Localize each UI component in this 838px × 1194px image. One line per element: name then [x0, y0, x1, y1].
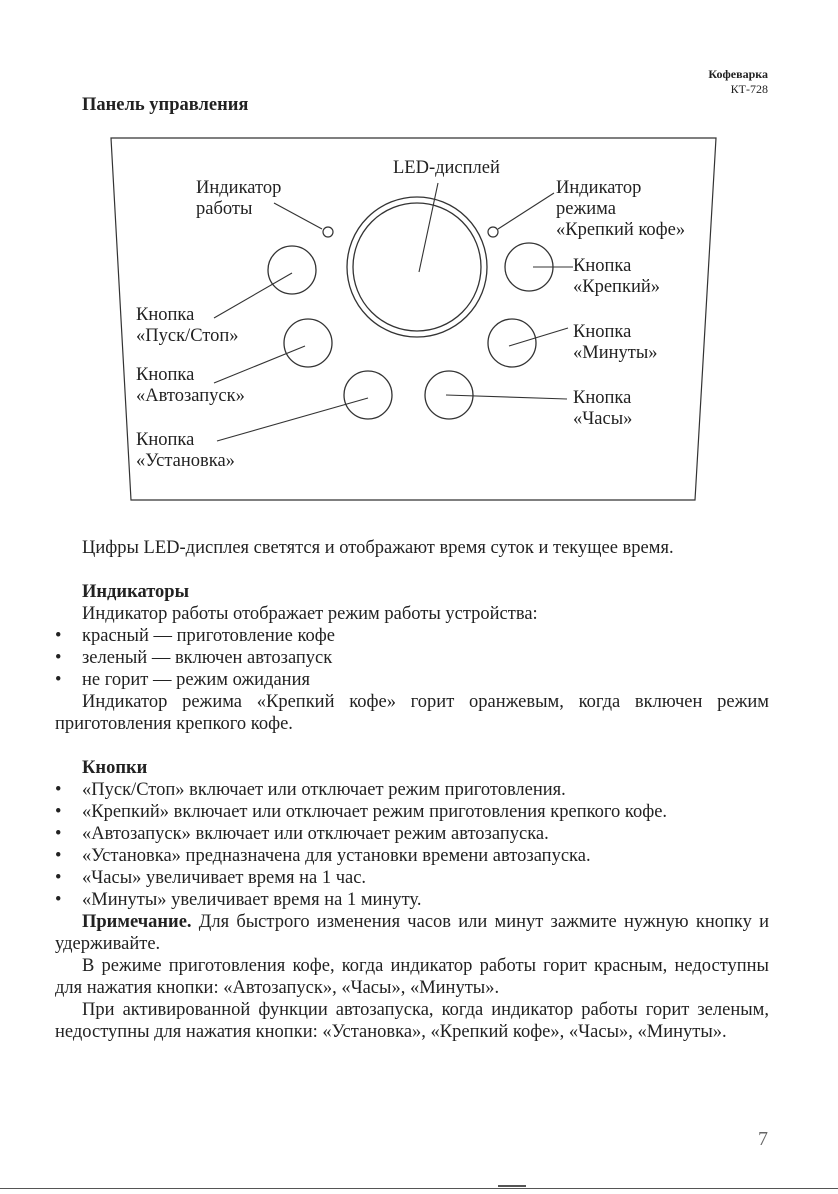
- label-hours: [573, 388, 632, 430]
- buttons-title: Кнопки: [82, 758, 148, 778]
- label-minutes-line2: «Минуты»: [573, 343, 658, 363]
- label-start-stop-line1: Кнопка: [136, 305, 195, 325]
- label-led-display: LED-дисплей: [393, 158, 500, 178]
- intro-paragraph: Цифры LED-дисплея светятся и отображают время суток и текущее время.: [82, 538, 674, 558]
- label-setup: [136, 430, 235, 472]
- label-hours-line2: «Часы»: [573, 409, 633, 429]
- list-item: • «Установка» предназначена для установки времени автозапуска.: [55, 845, 769, 867]
- page-number: 7: [758, 1128, 768, 1150]
- leader-lines: [214, 183, 573, 441]
- buttons-paragraph-1: В режиме приготовления кофе, когда индикатор работы горит красным, недоступны для нажатия кнопки: «Автозапуск», «Часы», «Минуты».: [55, 956, 769, 998]
- leader-minutes: [509, 328, 568, 346]
- indicators-list: [55, 625, 769, 691]
- label-setup-line2: «Установка»: [136, 451, 235, 471]
- label-strong-line1: Кнопка: [573, 256, 632, 276]
- label-minutes-line1: Кнопка: [573, 322, 632, 342]
- list-item: • «Часы» увеличивает время на 1 час.: [55, 867, 769, 889]
- list-item: • не горит — режим ожидания: [55, 669, 769, 691]
- header-model: КТ-728: [730, 82, 768, 96]
- bottom-rule: [0, 1188, 838, 1189]
- led-display-ring-outer: [347, 197, 487, 337]
- intro-block: [55, 537, 769, 559]
- buttons-section: [55, 757, 769, 1043]
- list-item: • «Пуск/Стоп» включает или отключает режим приготовления.: [55, 779, 769, 801]
- label-work-indicator-line1: Индикатор: [196, 178, 282, 198]
- label-hours-line1: Кнопка: [573, 388, 632, 408]
- label-strong-indicator-line1: Индикатор: [556, 178, 642, 198]
- leader-led-display: [419, 183, 438, 272]
- list-item: • «Автозапуск» включает или отключает режим автозапуска.: [55, 823, 769, 845]
- leader-hours: [446, 395, 567, 399]
- leader-strong-indicator: [498, 193, 554, 229]
- header-product: Кофеварка: [708, 67, 768, 81]
- label-strong-line2: «Крепкий»: [573, 277, 660, 297]
- label-autostart-line2: «Автозапуск»: [136, 386, 245, 406]
- start-stop-button: [268, 246, 316, 294]
- label-strong-indicator-line3: «Крепкий кофе»: [556, 220, 686, 240]
- indicators-note: Индикатор режима «Крепкий кофе» горит оранжевым, когда включен режим приготовления крепкого кофе.: [55, 692, 769, 734]
- indicators-section: [55, 581, 769, 735]
- list-item: • «Крепкий» включает или отключает режим приготовления крепкого кофе.: [55, 801, 769, 823]
- label-strong: [573, 256, 660, 298]
- note-text: Для быстрого изменения часов или минут зажмите нужную кнопку и удерживайте.: [55, 912, 769, 954]
- buttons-note: [55, 911, 769, 955]
- indicators-lead: Индикатор работы отображает режим работы устройства:: [82, 604, 538, 624]
- label-work-indicator: [196, 178, 281, 220]
- autostart-button: [284, 319, 332, 367]
- setup-button: [344, 371, 392, 419]
- label-autostart-line1: Кнопка: [136, 365, 195, 385]
- label-strong-indicator: [556, 178, 685, 241]
- note-label: Примечание.: [82, 912, 192, 932]
- label-autostart: [136, 365, 245, 407]
- label-strong-indicator-line2: режима: [556, 199, 616, 219]
- list-item: • красный — приготовление кофе: [55, 625, 769, 647]
- label-setup-line1: Кнопка: [136, 430, 195, 450]
- label-start-stop: [136, 305, 239, 347]
- led-display-ring-inner: [353, 203, 481, 331]
- buttons-paragraph-2: При активированной функции автозапуска, когда индикатор работы горит зеленым, недоступны для нажатия кнопки: «Установка», «Крепкий кофе», «Часы», «Минуты».: [55, 1000, 769, 1042]
- list-item: • «Минуты» увеличивает время на 1 минуту.: [55, 889, 769, 911]
- indicators-title: Индикаторы: [82, 582, 190, 602]
- bottom-mark: [498, 1185, 526, 1187]
- buttons-list: [55, 779, 769, 911]
- work-indicator-led: [323, 227, 333, 237]
- label-minutes: [573, 322, 658, 364]
- label-start-stop-line2: «Пуск/Стоп»: [136, 326, 239, 346]
- list-item: • зеленый — включен автозапуск: [55, 647, 769, 669]
- label-work-indicator-line2: работы: [196, 199, 253, 219]
- strong-indicator-led: [488, 227, 498, 237]
- minutes-button: [488, 319, 536, 367]
- section-title: Панель управления: [82, 95, 249, 115]
